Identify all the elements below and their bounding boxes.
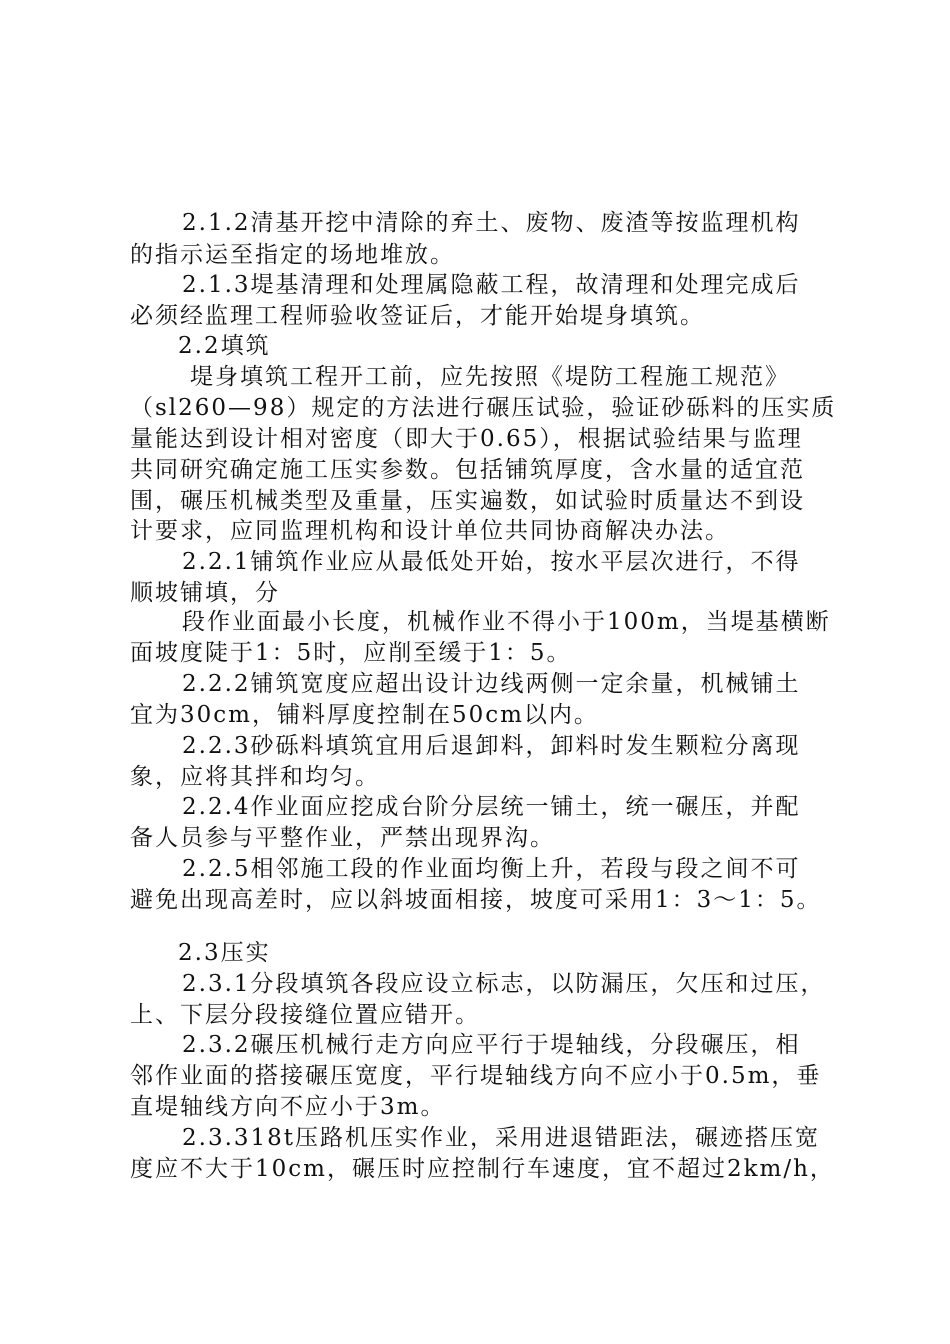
paragraph-2-2-line-3: 量能达到设计相对密度（即大于0.65），根据试验结果与监理 <box>130 426 803 452</box>
paragraph-2-2-line-6: 计要求，应同监理机构和设计单位共同协商解决办法。 <box>130 518 730 544</box>
paragraph-2-2-line-4: 共同研究确定施工压实参数。包括铺筑厚度，含水量的适宜范 <box>130 457 805 483</box>
paragraph-2-2-5-line-1: 2.2.5相邻施工段的作业面均衡上升，若段与段之间不可 <box>182 856 801 882</box>
paragraph-2-2-3-line-1: 2.2.3砂砾料填筑宜用后退卸料，卸料时发生颗粒分离现 <box>182 733 801 759</box>
paragraph-2-2-line-2: （sl260—98）规定的方法进行碾压试验，验证砂砾料的压实质 <box>130 395 837 421</box>
paragraph-2-2-1-line-4: 面坡度陡于1：5时，应削至缓于1：5。 <box>130 640 572 666</box>
section-heading-2-3: 2.3压实 <box>178 940 271 966</box>
paragraph-2-2-line-1: 堤身填筑工程开工前，应先按照《堤防工程施工规范》 <box>190 364 790 390</box>
paragraph-2-2-2-line-2: 宜为30cm，铺料厚度控制在50cm以内。 <box>130 702 599 728</box>
paragraph-2-3-3-line-2: 度应不大于10cm，碾压时应控制行车速度，宜不超过2km/h， <box>130 1156 835 1182</box>
paragraph-2-1-2-line-2: 的指示运至指定的场地堆放。 <box>130 242 455 268</box>
paragraph-2-3-1-line-2: 上、下层分段接缝位置应错开。 <box>130 1002 480 1028</box>
paragraph-2-2-5-line-2: 避免出现高差时，应以斜坡面相接，坡度可采用1：3～1：5。 <box>130 887 822 913</box>
paragraph-2-2-3-line-2: 象，应将其拌和均匀。 <box>130 764 380 790</box>
paragraph-2-3-2-line-1: 2.3.2碾压机械行走方向应平行于堤轴线，分段碾压，相 <box>182 1032 801 1058</box>
paragraph-2-2-1-line-2: 顺坡铺填，分 <box>130 580 280 606</box>
paragraph-2-3-3-line-1: 2.3.318t压路机压实作业，采用进退错距法，碾迹搭压宽 <box>182 1125 821 1151</box>
paragraph-2-2-4-line-1: 2.2.4作业面应挖成台阶分层统一铺土，统一碾压，并配 <box>182 794 801 820</box>
paragraph-2-1-3-line-1: 2.1.3堤基清理和处理属隐蔽工程，故清理和处理完成后 <box>182 272 801 298</box>
section-heading-2-2: 2.2填筑 <box>178 333 271 359</box>
paragraph-2-1-2-line-1: 2.1.2清基开挖中清除的弃土、废物、废渣等按监理机构 <box>182 210 801 236</box>
paragraph-2-2-line-5: 围，碾压机械类型及重量，压实遍数，如试验时质量达不到设 <box>130 488 805 514</box>
paragraph-2-2-1-line-3: 段作业面最小长度，机械作业不得小于100m，当堤基横断 <box>182 609 831 635</box>
paragraph-2-2-2-line-1: 2.2.2铺筑宽度应超出设计边线两侧一定余量，机械铺土 <box>182 671 801 697</box>
paragraph-2-1-3-line-2: 必须经监理工程师验收签证后，才能开始堤身填筑。 <box>130 303 705 329</box>
paragraph-2-3-2-line-3: 直堤轴线方向不应小于3m。 <box>130 1094 446 1120</box>
paragraph-2-2-1-line-1: 2.2.1铺筑作业应从最低处开始，按水平层次进行，不得 <box>182 549 801 575</box>
paragraph-2-3-1-line-1: 2.3.1分段填筑各段应设立标志，以防漏压，欠压和过压， <box>182 971 826 997</box>
paragraph-2-2-4-line-2: 备人员参与平整作业，严禁出现界沟。 <box>130 825 555 851</box>
paragraph-2-3-2-line-2: 邻作业面的搭接碾压宽度，平行堤轴线方向不应小于0.5m，垂 <box>130 1063 822 1089</box>
